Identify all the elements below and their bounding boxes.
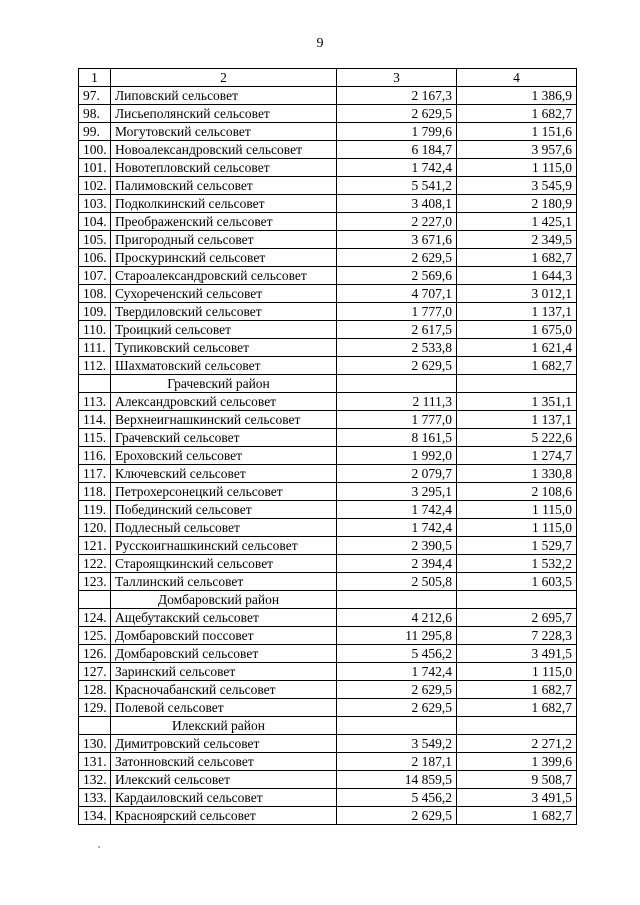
row-number: 124.: [79, 609, 111, 627]
value-col-3: 4 212,6: [337, 609, 457, 627]
table-row: [79, 339, 577, 357]
table-row: [79, 501, 577, 519]
value-col-4: 1 621,4: [457, 339, 577, 357]
value-col-3: 5 456,2: [337, 645, 457, 663]
settlement-name: Русскоигнашкинский сельсовет: [111, 537, 337, 555]
value-col-4: 1 115,0: [457, 663, 577, 681]
value-col-4: 1 151,6: [457, 123, 577, 141]
table-row: [79, 123, 577, 141]
row-number: 103.: [79, 195, 111, 213]
scan-mark: [98, 846, 100, 848]
value-col-4: 2 108,6: [457, 483, 577, 501]
table-row: [79, 411, 577, 429]
value-col-4: 2 695,7: [457, 609, 577, 627]
settlement-name: Староящкинский сельсовет: [111, 555, 337, 573]
district-name: [111, 591, 337, 609]
value-col-4: 1 603,5: [457, 573, 577, 591]
value-col-3: 2 629,5: [337, 105, 457, 123]
settlement-name: Тупиковский сельсовет: [111, 339, 337, 357]
table-row: [79, 537, 577, 555]
value-col-3: 2 617,5: [337, 321, 457, 339]
settlement-name: Подколкинский сельсовет: [111, 195, 337, 213]
settlement-name: Липовский сельсовет: [111, 87, 337, 105]
district-empty-cell: [79, 717, 111, 735]
value-col-3: 2 227,0: [337, 213, 457, 231]
table-row: [79, 303, 577, 321]
value-col-3: 3 295,1: [337, 483, 457, 501]
district-name-text: Домбаровский район: [157, 592, 280, 607]
value-col-3: 1 777,0: [337, 411, 457, 429]
header-col-4: 4: [457, 69, 577, 87]
row-number: 133.: [79, 789, 111, 807]
value-col-4: 1 682,7: [457, 699, 577, 717]
settlement-name: Красночабанский сельсовет: [111, 681, 337, 699]
row-number: 106.: [79, 249, 111, 267]
value-col-4: 1 115,0: [457, 501, 577, 519]
value-col-3: 6 184,7: [337, 141, 457, 159]
value-col-3: 3 549,2: [337, 735, 457, 753]
value-col-3: 2 394,4: [337, 555, 457, 573]
settlement-name: Шахматовский сельсовет: [111, 357, 337, 375]
table-row: [79, 447, 577, 465]
settlement-name: Илекский сельсовет: [111, 771, 337, 789]
value-col-4: 1 330,8: [457, 465, 577, 483]
row-number: 115.: [79, 429, 111, 447]
header-col-3: 3: [337, 69, 457, 87]
value-col-3: 2 079,7: [337, 465, 457, 483]
row-number: 104.: [79, 213, 111, 231]
table-row: [79, 483, 577, 501]
value-col-4: 7 228,3: [457, 627, 577, 645]
settlement-name: Красноярский сельсовет: [111, 807, 337, 825]
settlement-name: Палимовский сельсовет: [111, 177, 337, 195]
settlement-name: Ащебутакский сельсовет: [111, 609, 337, 627]
value-col-3: 2 505,8: [337, 573, 457, 591]
value-col-3: 2 629,5: [337, 807, 457, 825]
settlement-name: Подлесный сельсовет: [111, 519, 337, 537]
table-row: [79, 663, 577, 681]
table-row: [79, 519, 577, 537]
row-number: 97.: [79, 87, 111, 105]
row-number: 131.: [79, 753, 111, 771]
value-col-3: 2 167,3: [337, 87, 457, 105]
row-number: 105.: [79, 231, 111, 249]
table-row: [79, 555, 577, 573]
row-number: 126.: [79, 645, 111, 663]
settlement-name: Затонновский сельсовет: [111, 753, 337, 771]
value-col-4: 3 491,5: [457, 645, 577, 663]
row-number: 111.: [79, 339, 111, 357]
header-col-2: 2: [111, 69, 337, 87]
table-row: [79, 645, 577, 663]
row-number: 100.: [79, 141, 111, 159]
table-row: [79, 249, 577, 267]
settlement-name: Александровский сельсовет: [111, 393, 337, 411]
header-col-1: 1: [79, 69, 111, 87]
table-row: [79, 627, 577, 645]
row-number: 134.: [79, 807, 111, 825]
row-number: 128.: [79, 681, 111, 699]
settlement-name: Грачевский сельсовет: [111, 429, 337, 447]
value-col-3: 2 629,5: [337, 249, 457, 267]
district-empty-cell: [337, 375, 457, 393]
table-row: [79, 771, 577, 789]
table-row: [79, 465, 577, 483]
district-empty-cell: [457, 375, 577, 393]
settlement-name: Таллинский сельсовет: [111, 573, 337, 591]
settlement-name: Лисьеполянский сельсовет: [111, 105, 337, 123]
settlement-name: Побединский сельсовет: [111, 501, 337, 519]
table-row: [79, 267, 577, 285]
row-number: 113.: [79, 393, 111, 411]
settlement-name: Кардаиловский сельсовет: [111, 789, 337, 807]
value-col-3: 2 629,5: [337, 681, 457, 699]
row-number: 132.: [79, 771, 111, 789]
value-col-4: 1 115,0: [457, 159, 577, 177]
district-name: [111, 375, 337, 393]
value-col-3: 2 390,5: [337, 537, 457, 555]
value-col-4: 9 508,7: [457, 771, 577, 789]
value-col-3: 3 671,6: [337, 231, 457, 249]
value-col-4: 1 137,1: [457, 303, 577, 321]
district-empty-cell: [337, 717, 457, 735]
settlement-name: Димитровский сельсовет: [111, 735, 337, 753]
value-col-4: 1 137,1: [457, 411, 577, 429]
row-number: 98.: [79, 105, 111, 123]
page-number: 9: [316, 36, 324, 51]
row-number: 114.: [79, 411, 111, 429]
table-row: [79, 195, 577, 213]
table-row: [79, 141, 577, 159]
table-row: [79, 807, 577, 825]
table-row: [79, 789, 577, 807]
row-number: 121.: [79, 537, 111, 555]
value-col-4: 3 545,9: [457, 177, 577, 195]
value-col-4: 1 532,2: [457, 555, 577, 573]
value-col-3: 1 992,0: [337, 447, 457, 465]
header-row: [79, 69, 577, 87]
table-row: [79, 735, 577, 753]
row-number: 102.: [79, 177, 111, 195]
table-row: [79, 753, 577, 771]
table-row: [79, 609, 577, 627]
district-empty-cell: [457, 591, 577, 609]
value-col-4: 1 115,0: [457, 519, 577, 537]
settlement-name: Староалександровский сельсовет: [111, 267, 337, 285]
value-col-3: 1 742,4: [337, 159, 457, 177]
settlement-name: Петрохерсонецкий сельсовет: [111, 483, 337, 501]
row-number: 116.: [79, 447, 111, 465]
settlement-name: Проскуринский сельсовет: [111, 249, 337, 267]
value-col-3: 1 742,4: [337, 663, 457, 681]
value-col-4: 2 271,2: [457, 735, 577, 753]
settlement-name: Домбаровский поссовет: [111, 627, 337, 645]
row-number: 119.: [79, 501, 111, 519]
row-number: 107.: [79, 267, 111, 285]
settlement-name: Заринский сельсовет: [111, 663, 337, 681]
value-col-4: 3 491,5: [457, 789, 577, 807]
district-empty-cell: [79, 591, 111, 609]
value-col-3: 5 456,2: [337, 789, 457, 807]
table-body: [79, 87, 577, 825]
table-row: [79, 159, 577, 177]
row-number: 123.: [79, 573, 111, 591]
row-number: 127.: [79, 663, 111, 681]
value-col-3: 2 629,5: [337, 699, 457, 717]
table-row: [79, 393, 577, 411]
value-col-3: 1 742,4: [337, 501, 457, 519]
table-row: [79, 699, 577, 717]
value-col-3: 11 295,8: [337, 627, 457, 645]
settlement-name: Ероховский сельсовет: [111, 447, 337, 465]
value-col-4: 1 682,7: [457, 807, 577, 825]
row-number: 112.: [79, 357, 111, 375]
value-col-4: 1 274,7: [457, 447, 577, 465]
table-row: [79, 105, 577, 123]
row-number: 108.: [79, 285, 111, 303]
value-col-4: 3 012,1: [457, 285, 577, 303]
value-col-4: 5 222,6: [457, 429, 577, 447]
value-col-4: 1 644,3: [457, 267, 577, 285]
settlement-name: Троицкий сельсовет: [111, 321, 337, 339]
district-row: [79, 717, 577, 735]
value-col-3: 1 742,4: [337, 519, 457, 537]
value-col-3: 5 541,2: [337, 177, 457, 195]
value-col-3: 1 799,6: [337, 123, 457, 141]
table-row: [79, 285, 577, 303]
value-col-3: 8 161,5: [337, 429, 457, 447]
settlement-name: Домбаровский сельсовет: [111, 645, 337, 663]
allocation-table: [78, 68, 577, 825]
value-col-3: 14 859,5: [337, 771, 457, 789]
value-col-3: 4 707,1: [337, 285, 457, 303]
value-col-4: 2 180,9: [457, 195, 577, 213]
settlement-name: Преображенский сельсовет: [111, 213, 337, 231]
value-col-4: 3 957,6: [457, 141, 577, 159]
value-col-4: 1 675,0: [457, 321, 577, 339]
row-number: 120.: [79, 519, 111, 537]
row-number: 125.: [79, 627, 111, 645]
row-number: 117.: [79, 465, 111, 483]
value-col-3: 3 408,1: [337, 195, 457, 213]
row-number: 110.: [79, 321, 111, 339]
value-col-4: 1 425,1: [457, 213, 577, 231]
table-row: [79, 357, 577, 375]
value-col-4: 1 682,7: [457, 249, 577, 267]
value-col-4: 1 386,9: [457, 87, 577, 105]
row-number: 109.: [79, 303, 111, 321]
table-row: [79, 429, 577, 447]
value-col-4: 1 399,6: [457, 753, 577, 771]
settlement-name: Новотепловский сельсовет: [111, 159, 337, 177]
table-row: [79, 213, 577, 231]
value-col-4: 1 529,7: [457, 537, 577, 555]
settlement-name: Могутовский сельсовет: [111, 123, 337, 141]
table-row: [79, 681, 577, 699]
district-empty-cell: [79, 375, 111, 393]
row-number: 130.: [79, 735, 111, 753]
district-row: [79, 591, 577, 609]
district-empty-cell: [457, 717, 577, 735]
table-row: [79, 177, 577, 195]
district-name: [111, 717, 337, 735]
district-name-text: Грачевский район: [167, 376, 270, 391]
settlement-name: Пригородный сельсовет: [111, 231, 337, 249]
value-col-4: 1 682,7: [457, 105, 577, 123]
settlement-name: Верхнеигнашкинский сельсовет: [111, 411, 337, 429]
district-name-text: Илекский район: [171, 718, 266, 733]
district-row: [79, 375, 577, 393]
row-number: 118.: [79, 483, 111, 501]
value-col-3: 2 111,3: [337, 393, 457, 411]
row-number: 101.: [79, 159, 111, 177]
settlement-name: Новоалександровский сельсовет: [111, 141, 337, 159]
district-empty-cell: [337, 591, 457, 609]
table-row: [79, 321, 577, 339]
value-col-3: 2 629,5: [337, 357, 457, 375]
table-row: [79, 573, 577, 591]
value-col-3: 1 777,0: [337, 303, 457, 321]
value-col-3: 2 187,1: [337, 753, 457, 771]
settlement-name: Ключевский сельсовет: [111, 465, 337, 483]
table-row: [79, 87, 577, 105]
settlement-name: Твердиловский сельсовет: [111, 303, 337, 321]
row-number: 129.: [79, 699, 111, 717]
settlement-name: Полевой сельсовет: [111, 699, 337, 717]
value-col-4: 1 351,1: [457, 393, 577, 411]
row-number: 122.: [79, 555, 111, 573]
table-row: [79, 231, 577, 249]
value-col-4: 1 682,7: [457, 357, 577, 375]
value-col-3: 2 533,8: [337, 339, 457, 357]
value-col-4: 1 682,7: [457, 681, 577, 699]
value-col-3: 2 569,6: [337, 267, 457, 285]
row-number: 99.: [79, 123, 111, 141]
settlement-name: Сухореченский сельсовет: [111, 285, 337, 303]
value-col-4: 2 349,5: [457, 231, 577, 249]
